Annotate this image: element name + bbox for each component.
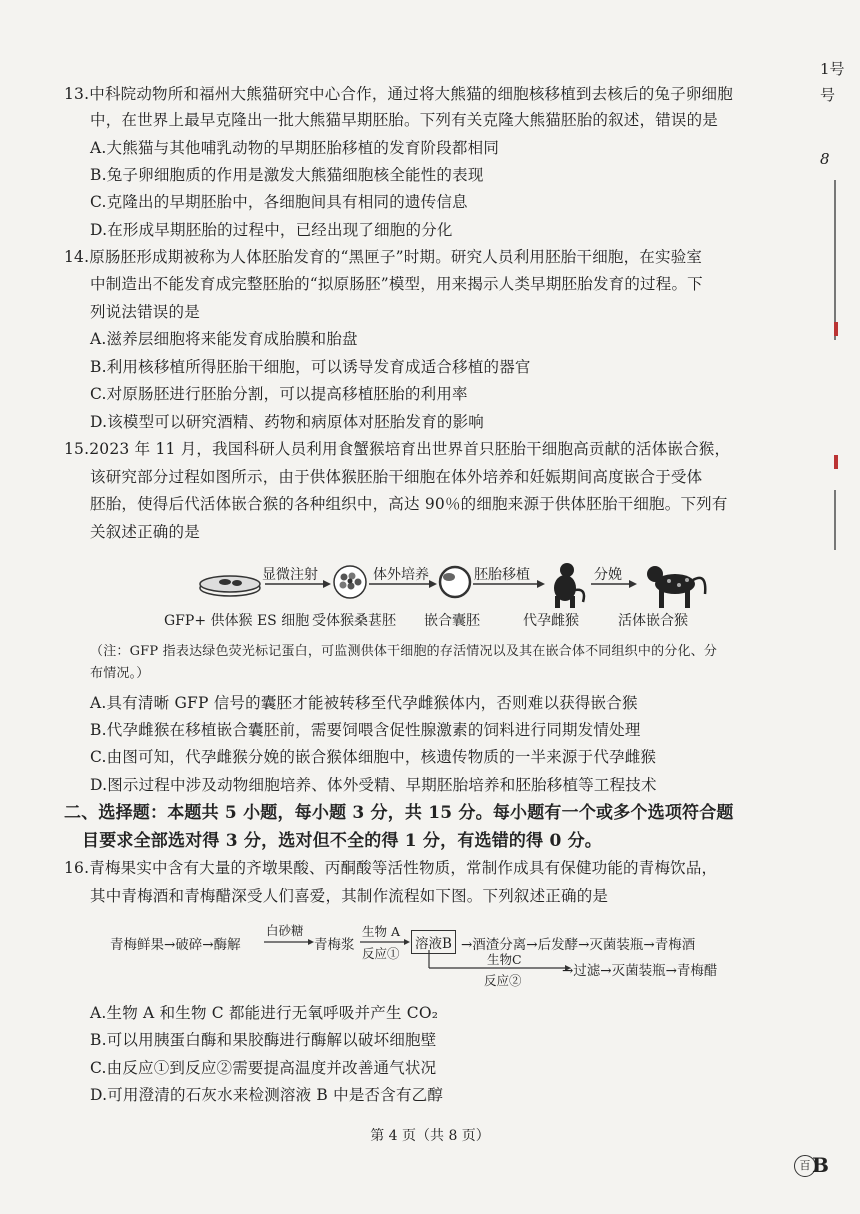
section-2-heading-2: 目要求全部选对得 3 分，选对但不全的得 1 分，有选错的得 0 分。 — [82, 831, 602, 851]
q13-stem-2: 中，在世界上最早克隆出一批大熊猫早期胚胎。下列有关克隆大熊猫胚胎的叙述，错误的是 — [90, 111, 719, 129]
q15-option-b: B.代孕雌猴在移植嵌合囊胚前，需要饲喂含促性腺激素的饲料进行同期发情处理 — [90, 721, 641, 739]
flow-label-reaction-2: 反应② — [484, 973, 522, 988]
margin-handwritten-mark: 8 — [820, 150, 830, 168]
q13-option-b: B.兔子卵细胞质的作用是激发大熊猫细胞核全能性的表现 — [90, 166, 484, 184]
arrow-label-in-vitro-culture: 体外培养 — [373, 567, 429, 583]
flow-label-organism-a: 生物 A — [362, 924, 401, 939]
flow-label-organism-c: 生物C — [487, 952, 522, 967]
paper-version-label: B — [812, 1153, 829, 1177]
page-number: 第 4 页（共 8 页） — [370, 1128, 490, 1144]
q15-option-c: C.由图可知，代孕雌猴分娩的嵌合猴体细胞中，核遗传物质的一半来源于代孕雌猴 — [90, 748, 657, 766]
arrow-label-microinjection: 显微注射 — [262, 567, 318, 583]
morula-icon — [334, 566, 366, 598]
flow-arrow-sugar — [264, 939, 314, 945]
q14-option-b: B.利用核移植所得胚胎干细胞，可以诱导发育成适合移植的器官 — [90, 358, 531, 376]
margin-bar-2 — [834, 490, 836, 550]
q13-option-c: C.克隆出的早期胚胎中，各细胞间具有相同的遗传信息 — [90, 193, 468, 211]
flow-box-solution-b: 溶液B — [411, 930, 456, 954]
q13-option-d: D.在形成早期胚胎的过程中，已经出现了细胞的分化 — [90, 221, 453, 239]
margin-number-label: 1号 — [820, 60, 845, 78]
flow-step-plum-pulp: 青梅浆 — [314, 937, 355, 953]
q14-stem-1: 14.原肠胚形成期被称为人体胚胎发育的“黑匣子”时期。研究人员利用胚胎干细胞，在实验室 — [64, 248, 703, 266]
q15-note-1: （注：GFP 指表达绿色荧光标记蛋白，可监测供体干细胞的存活情况以及其在嵌合体不同组织中的分化、分 — [90, 644, 718, 659]
label-surrogate-female: 代孕雌猴 — [523, 613, 579, 629]
petri-dish-icon — [200, 576, 260, 596]
flow-label-reaction-1: 反应① — [362, 946, 400, 961]
q16-option-a: A.生物 A 和生物 C 都能进行无氧呼吸并产生 CO₂ — [90, 1004, 439, 1022]
flow-step-vinegar: →过滤→灭菌装瓶→青梅醋 — [562, 963, 718, 979]
q16-option-c: C.由反应①到反应②需要提高温度并改善通气状况 — [90, 1059, 437, 1077]
flow-step-wine: →酒渣分离→后发酵→灭菌装瓶→青梅酒 — [461, 937, 696, 953]
label-live-chimeric-monkey: 活体嵌合猴 — [618, 613, 688, 629]
q16-option-d: D.可用澄清的石灰水来检测溶液 B 中是否含有乙醇 — [90, 1086, 444, 1104]
margin-bar — [834, 180, 836, 340]
blastocyst-icon — [440, 567, 470, 597]
q15-option-d: D.图示过程中涉及动物细胞培养、体外受精、早期胚胎培养和胚胎移植等工程技术 — [90, 776, 657, 794]
q15-option-a: A.具有清晰 GFP 信号的囊胚才能被转移至代孕雌猴体内，否则难以获得嵌合猴 — [90, 694, 638, 712]
q13-stem-1: 13.中科院动物所和福州大熊猫研究中心合作，通过将大熊猫的细胞核移植到去核后的兔子卵细胞 — [64, 85, 733, 103]
chimeric-monkey-icon — [647, 566, 705, 608]
q13-option-a: A.大熊猫与其他哺乳动物的早期胚胎移植的发育阶段都相同 — [90, 139, 500, 157]
label-donor-es-cell: GFP+ 供体猴 ES 细胞 — [164, 613, 310, 629]
q16-option-b: B.可以用胰蛋白酶和果胶酶进行酶解以破坏细胞壁 — [90, 1031, 437, 1049]
q16-stem-1: 16.青梅果实中含有大量的齐墩果酸、丙酮酸等活性物质，常制作成具有保健功能的青梅饮品， — [64, 859, 718, 877]
flow-step-prep: 青梅鲜果→破碎→酶解 — [110, 937, 241, 953]
label-recipient-morula: 受体猴桑葚胚 — [312, 613, 396, 629]
flow-label-sugar: 白砂糖 — [266, 923, 304, 938]
q15-stem-4: 关叙述正确的是 — [90, 523, 200, 541]
q14-option-c: C.对原肠胚进行胚胎分割，可以提高移植胚胎的利用率 — [90, 385, 468, 403]
q14-option-d: D.该模型可以研究酒精、药物和病原体对胚胎发育的影响 — [90, 413, 485, 431]
arrow-label-embryo-transfer: 胚胎移植 — [474, 567, 530, 583]
margin-number-label-2: 号 — [820, 86, 836, 104]
margin-red-mark — [834, 322, 838, 336]
label-chimeric-blastocyst: 嵌合囊胚 — [424, 613, 480, 629]
q14-option-a: A.滋养层细胞将来能发育成胎膜和胎盘 — [90, 330, 358, 348]
q15-note-2: 布情况。） — [90, 666, 150, 681]
arrow-label-birth: 分娩 — [594, 567, 622, 583]
q14-stem-3: 列说法错误的是 — [90, 303, 200, 321]
margin-red-mark-2 — [834, 455, 838, 469]
corner-seal: 百 — [794, 1155, 816, 1177]
q16-stem-2: 其中青梅酒和青梅醋深受人们喜爱，其制作流程如下图。下列叙述正确的是 — [90, 887, 609, 905]
q15-stem-1: 15.2023 年 11 月，我国科研人员利用食蟹猴培育出世界首只胚胎干细胞高贡献的活体嵌合猴， — [64, 440, 731, 458]
q15-stem-2: 该研究部分过程如图所示，由于供体猴胚胎干细胞在体外培养和妊娠期间高度嵌合于受体 — [90, 468, 703, 486]
surrogate-monkey-icon — [554, 563, 584, 608]
q15-stem-3: 胚胎，使得后代活体嵌合猴的各种组织中，高达 90％的细胞来源于供体胚胎干细胞。下列有 — [90, 495, 728, 513]
q14-stem-2: 中制造出不能发育成完整胚胎的“拟原肠胚”模型，用来揭示人类早期胚胎发育的过程。下 — [90, 275, 703, 293]
section-2-heading-1: 二、选择题：本题共 5 小题，每小题 3 分，共 15 分。每小题有一个或多个选项符合题 — [64, 803, 734, 823]
